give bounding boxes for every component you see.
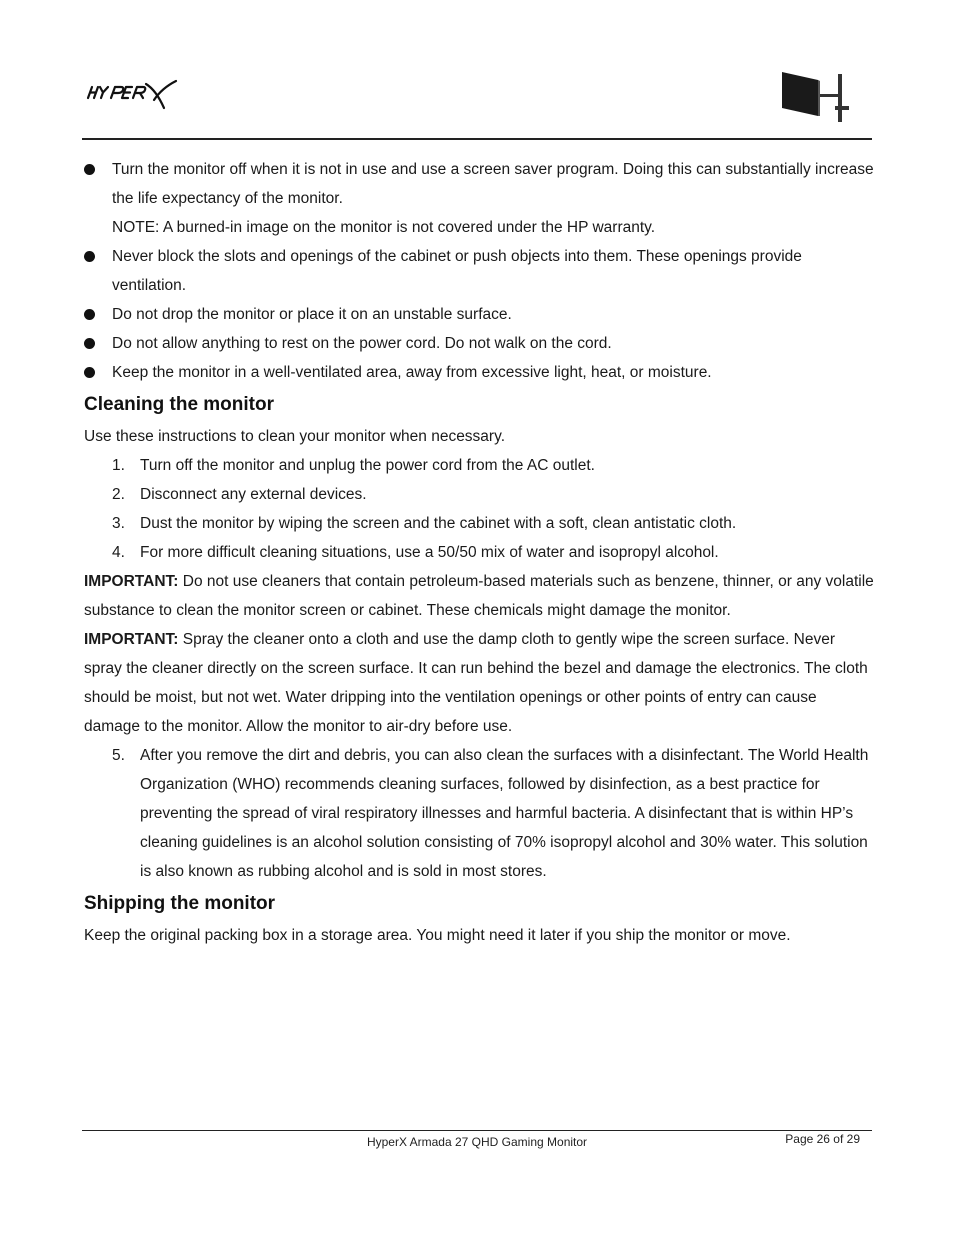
bullet-icon	[84, 251, 95, 262]
list-item: Keep the monitor in a well-ventilated area, away from excessive light, heat, or moisture.	[84, 358, 874, 387]
list-item: Never block the slots and openings of the cabinet or push objects into them. These openings provide ventilation.	[84, 242, 874, 300]
step-number: 2.	[112, 486, 125, 503]
footer-title: HyperX Armada 27 QHD Gaming Monitor	[366, 1135, 588, 1149]
important-notice	[84, 625, 874, 741]
list-item: Do not allow anything to rest on the power cord. Do not walk on the cord.	[84, 329, 874, 358]
numbered-step	[84, 538, 874, 567]
monitor-arm-icon	[780, 70, 852, 124]
step-text: Disconnect any external devices.	[140, 486, 367, 503]
step-number: 3.	[112, 515, 125, 532]
important-label: IMPORTANT:	[84, 573, 179, 590]
step-text: For more difficult cleaning situations, use a 50/50 mix of water and isopropyl alcohol.	[140, 544, 719, 561]
important-text: Spray the cleaner onto a cloth and use the damp cloth to gently wipe the screen surface. Never spray the cleaner directly on the screen surface. It can run behind the bezel and damage the electronics. The cloth should be moist, but not wet. Water dripping into the ventilation openings or other points of entry can cause damage to the monitor. Allow the monitor to air-dry before use.	[84, 631, 868, 735]
list-item: Do not drop the monitor or place it on an unstable surface.	[84, 300, 874, 329]
numbered-step	[84, 741, 874, 886]
shipping-text: Keep the original packing box in a storage area. You might need it later if you ship the monitor or move.	[84, 927, 791, 944]
list-item: Turn the monitor off when it is not in use and use a screen saver program. Doing this can substantially increase the life expectancy of the monitor.	[84, 155, 874, 213]
footer-divider	[82, 1130, 872, 1131]
hyperx-logo	[84, 78, 182, 112]
section-heading-cleaning: Cleaning the monitor	[84, 394, 274, 415]
page-number: Page 26 of 29	[785, 1132, 860, 1146]
step-number: 5.	[112, 747, 125, 764]
important-text: Do not use cleaners that contain petroleum-based materials such as benzene, thinner, or any volatile substance to clean the monitor screen or cabinet. These chemicals might damage the monitor.	[84, 573, 874, 619]
step-text: After you remove the dirt and debris, you can also clean the surfaces with a disinfectant. The World Health Organization (WHO) recommends cleaning surfaces, followed by disinfection, as a best practice for preventing the spread of viral respiratory illnesses and harmful bacteria. A disinfectant that is within HP’s cleaning guidelines is an alcohol solution consisting of 70% isopropyl alcohol and 30% water. This solution is also known as rubbing alcohol and is sold in most stores.	[140, 747, 869, 880]
bullet-icon	[84, 164, 95, 175]
step-text: Turn off the monitor and unplug the power cord from the AC outlet.	[140, 457, 595, 474]
page-content	[84, 155, 874, 950]
important-notice	[84, 567, 874, 625]
header-divider	[82, 138, 872, 140]
section-heading-shipping: Shipping the monitor	[84, 893, 276, 914]
cleaning-intro: Use these instructions to clean your monitor when necessary.	[84, 428, 505, 445]
bullet-icon	[84, 367, 95, 378]
bullet-icon	[84, 309, 95, 320]
step-number: 1.	[112, 457, 125, 474]
numbered-step	[84, 480, 874, 509]
step-text: Dust the monitor by wiping the screen and the cabinet with a soft, clean antistatic cloth.	[140, 515, 737, 532]
bullet-icon	[84, 338, 95, 349]
important-label: IMPORTANT:	[84, 631, 179, 648]
warranty-note: NOTE: A burned-in image on the monitor is not covered under the HP warranty.	[112, 219, 656, 236]
numbered-step	[84, 451, 874, 480]
numbered-step	[84, 509, 874, 538]
step-number: 4.	[112, 544, 125, 561]
